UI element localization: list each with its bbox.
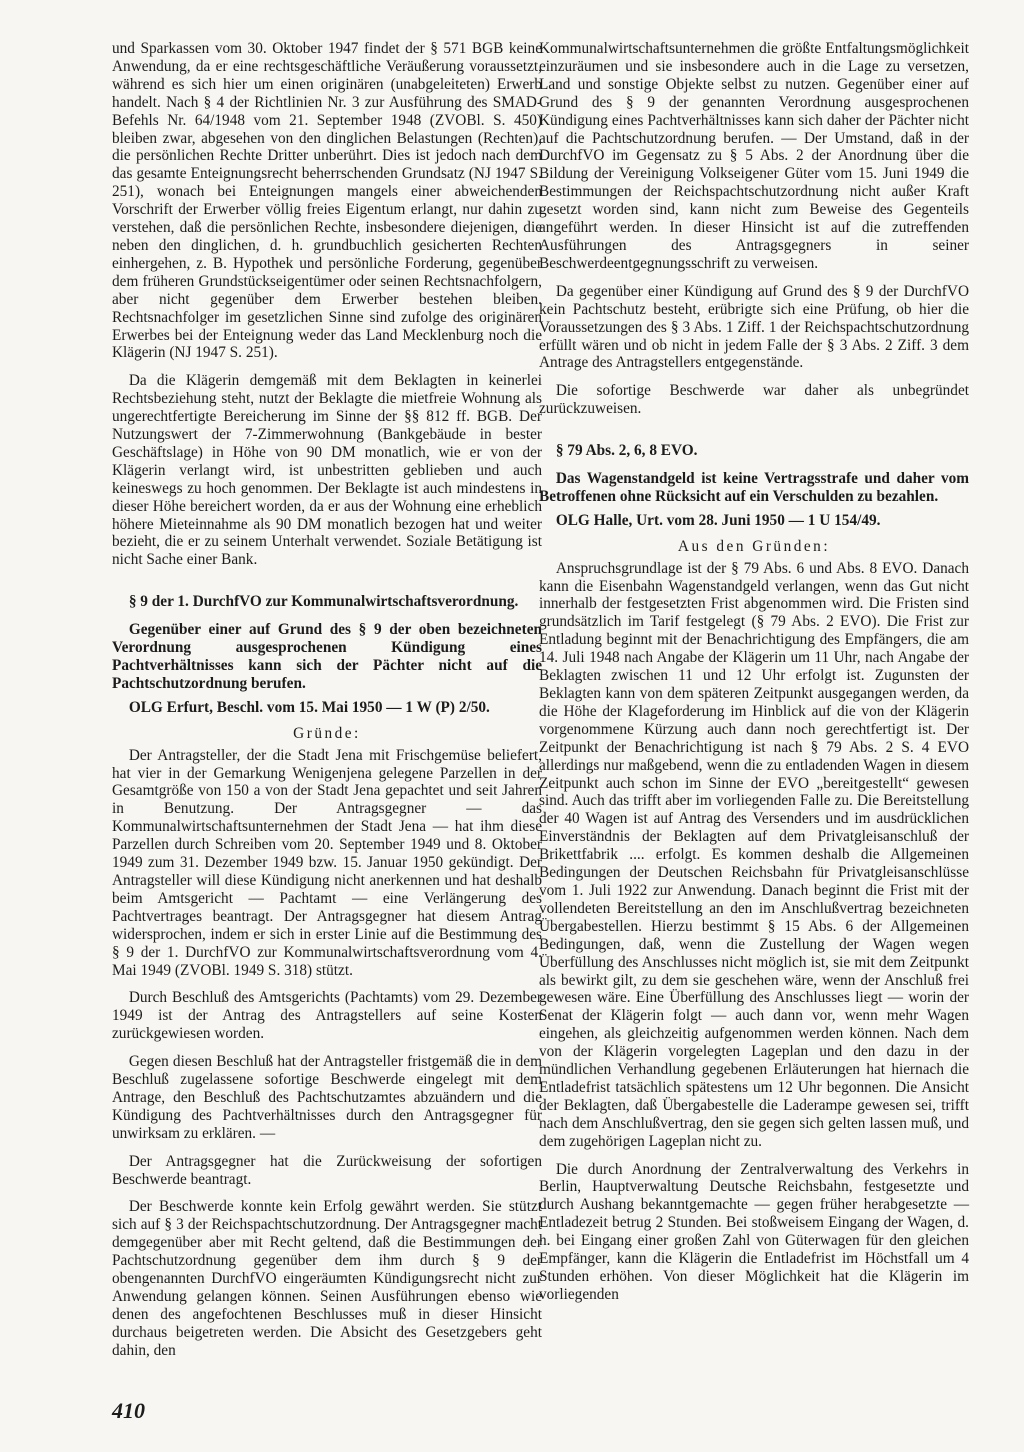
left-paragraph-5: Gegen diesen Beschluß hat der Antragsteller fristgemäß die in dem Beschluß zugelassene sofortige Beschwerde eingelegt mit dem Antrage, den Beschluß des Pachtschutzamtes abzuändern und die Kündigung des Pachtverhältnisses durch den Antragsgegner für unwirksam zu erklären. — xyxy=(112,1053,542,1142)
case-leitsatz: Gegenüber einer auf Grund des § 9 der oben bezeichneten Verordnung ausgesprochenen Kündigung eines Pachtverhältnisses kann sich der Pächter nicht auf die Pachtschutzordnung berufen. xyxy=(112,621,542,692)
right-paragraph-4: Anspruchsgrundlage ist der § 79 Abs. 6 und Abs. 8 EVO. Danach kann die Eisenbahn Wagenstandgeld verlangen, wenn das Gut nicht innerhalb der festgesetzten Frist abgenommen wird. Die Fristen sind grundsätzlich im Tarif festgelegt (§ 79 Abs. 2 EVO). Die Frist zur Entladung beginnt mit der Benachrichtigung des Empfängers, die am 14. Juli 1948 nach Angabe der Klägerin um 11 Uhr, nach Angabe der Beklagten zwischen 11 und 12 Uhr erfolgt ist. Zugunsten der Beklagten kann von dem späteren Zeitpunkt ausgegangen werden, da die Höhe der Klageforderung im Hinblick auf die von der Klägerin vorgenommene Kürzung auch dann noch gerechtfertigt ist. Der Zeitpunkt der Benachrichtigung ist nach § 79 Abs. 2 S. 4 EVO allerdings nur maßgebend, wenn die zu entladenden Wagen in diesem Zeitpunkt auch schon im Sinne der EVO „bereitgestellt“ gewesen sind. Auch das trifft aber im vorliegenden Falle zu. Die Bereitstellung der 40 Wagen ist auf Antrag des Versenders und im ausdrücklichen Einverständnis der Beklagten auf dem Privatgleisanschluß der Brikettfabrik .... erfolgt. Es kommen deshalb die Allgemeinen Bedingungen der Deutschen Reichsbahn für Privatgleisanschlüsse vom 1. Juli 1922 zur Anwendung. Danach beginnt die Frist mit der vollendeten Bereitstellung an den im Anschlußvertrag bezeichneten Übergabestellen. Hierzu bestimmt § 15 Abs. 6 der Allgemeinen Bedingungen, daß, wenn die Zustellung der Wagen wegen Überfüllung des Anschlusses nicht möglich ist, sie mit dem Zeitpunkt als bewirkt gilt, zu dem sie geschehen wäre, wenn der Anschluß frei gewesen wäre. Eine Überfüllung des Anschlusses liegt — worin der Senat der Klägerin folgt — auch dann vor, wenn mehr Wagen eingehen, als gleichzeitig aufgenommen werden können. Nach dem von der Klägerin vorgelegten Lageplan und den dazu in der mündlichen Verhandlung gegebenen Erläuterungen hat hiernach die Entladefrist tatsächlich spätestens um 12 Uhr begonnen. Die Ansicht der Beklagten, daß Übergabestelle die Laderampe gewesen sei, trifft nach dem Anschlußvertrag, den sie gegen sich gelten lassen muß, und dem zugehörigen Lageplan nicht zu. xyxy=(539,559,969,1150)
left-paragraph-6: Der Antragsgegner hat die Zurückweisung der sofortigen Beschwerde beantragt. xyxy=(112,1152,542,1188)
left-paragraph-4: Durch Beschluß des Amtsgerichts (Pachtamts) vom 29. Dezember 1949 ist der Antrag des Antragstellers auf seine Kosten zurückgewiesen worden. xyxy=(112,989,542,1043)
reasons-label: Aus den Gründen: xyxy=(677,537,831,555)
case-heading: § 9 der 1. DurchfVO zur Kommunalwirtschaftsverordnung. xyxy=(128,593,519,611)
case-court-citation: OLG Erfurt, Beschl. vom 15. Mai 1950 — 1 W (P) 2/50. xyxy=(128,698,490,716)
right-column xyxy=(539,40,969,1314)
right-paragraph-3: Die sofortige Beschwerde war daher als unbegründet zurückzuweisen. xyxy=(539,382,969,418)
right-paragraph-1: Kommunalwirtschaftsunternehmen die größte Entfaltungsmöglichkeit einzuräumen und sie insbesondere auch in die Lage zu versetzen, Land und sonstige Objekte selbst zu nutzen. Gegenüber einer auf Grund des § 9 der genannten Verordnung ausgesprochenen Kündigung eines Pachtverhältnisses kann sich daher der Pächter nicht auf die Pachtschutzordnung berufen. — Der Umstand, daß in der DurchfVO im Gegensatz zu § 5 Abs. 2 der Anordnung über die Bildung der Vereinigung Volkseigener Güter vom 15. Juni 1949 die Bestimmungen der Reichspachtschutzordnung nicht außer Kraft gesetzt worden sind, kann nicht zum Beweise des Gegenteils angeführt werden. In dieser Hinsicht ist auf die zutreffenden Ausführungen des Antragsgegners in seiner Beschwerdeentgegnungsschrift zu verweisen. xyxy=(539,40,969,272)
case-erfurt xyxy=(112,593,542,1359)
right-paragraph-5: Die durch Anordnung der Zentralverwaltung des Verkehrs in Berlin, Hauptverwaltung Deutsche Reichsbahn, festgesetzte und durch Aushang bekanntgemachte — gegen früher herabgesetzte — Entladezeit betrug 2 Stunden. Bei stoßweisem Eingang der Wagen, d. h. bei Eingang einer großen Zahl von Güterwagen für den gleichen Empfänger, kann die Klägerin die Entladefrist im Höchstfall um 4 Stunden erhöhen. Von dieser Möglichkeit hat die Klägerin im vorliegenden xyxy=(539,1160,969,1303)
right-paragraph-2: Da gegenüber einer Kündigung auf Grund des § 9 der DurchfVO kein Pachtschutz besteht, erübrigte sich eine Prüfung, ob hier die Voraussetzungen des § 3 Abs. 1 Ziff. 1 der Reichspachtschutzordnung erfüllt wären und ob nicht in jedem Falle der § 3 Abs. 2 Ziff. 3 dem Antrage des Antragstellers entgegenstände. xyxy=(539,282,969,372)
case-court-citation: OLG Halle, Urt. vom 28. Juni 1950 — 1 U 154/49. xyxy=(555,511,881,529)
case-heading: § 79 Abs. 2, 6, 8 EVO. xyxy=(555,442,698,460)
case-leitsatz: Das Wagenstandgeld ist keine Vertragsstrafe und daher vom Betroffenen ohne Rücksicht auf ein Verschulden zu bezahlen. xyxy=(539,470,969,505)
left-paragraph-2: Da die Klägerin demgemäß mit dem Beklagten in keinerlei Rechtsbeziehung steht, nutzt der Beklagte die mietfreie Wohnung als ungerechtfertigte Bereicherung im Sinne der §§ 812 ff. BGB. Der Nutzungswert der 7-Zimmerwohnung (Bankgebäude in bester Geschäftslage) in Höhe von 90 DM monatlich, wie er von der Klägerin verlangt wird, ist unbestritten geblieben und auch keineswegs zu hoch genommen. Der Beklagte ist auch mindestens in dieser Höhe bereichert worden, da er aus der Wohnung eine erheblich höhere Mieteinnahme als 90 DM monatlich bezogen hat und weiter bezieht, die er zu seinem Unterhalt verwendet. Soziale Betätigung ist nicht Sache einer Bank. xyxy=(112,372,542,569)
reasons-label: Gründe: xyxy=(293,724,361,742)
left-column xyxy=(112,40,542,1370)
left-paragraph-7: Der Beschwerde konnte kein Erfolg gewährt werden. Sie stützt sich auf § 3 der Reichspachtschutzordnung. Der Antragsgegner macht demgegenüber aber mit Recht geltend, daß die Bestimmungen der Pachtschutzordnung gegenüber dem ihm durch § 9 der obengenannten DurchfVO eingeräumten Kündigungsrecht nicht zur Anwendung gelangen können. Seinen Ausführungen ebenso wie denen des angefochtenen Beschlusses muß in dieser Hinsicht durchaus beigetreten werden. Die Absicht des Gesetzgebers geht dahin, den xyxy=(112,1198,542,1359)
case-halle xyxy=(539,442,969,1304)
left-paragraph-3: Der Antragsteller, der die Stadt Jena mit Frischgemüse beliefert, hat vier in der Gemarkung Wenigenjena gelegene Parzellen in der Gesamtgröße von 150 a von der Stadt Jena gepachtet und seit Jahren in Benutzung. Der Antragsgegner — das Kommunalwirtschaftsunternehmen der Stadt Jena — hat ihm diese Parzellen durch Schreiben vom 20. September 1949 und 8. Oktober 1949 zum 31. Dezember 1949 bzw. 15. Januar 1950 gekündigt. Der Antragsteller will diese Kündigung nicht anerkennen und hat deshalb beim Amtsgericht — Pachtamt — eine Verlängerung des Pachtvertrages beantragt. Der Antragsgegner hat diesem Antrag widersprochen, indem er sich in erster Linie auf die Bestimmung des § 9 der 1. DurchfVO zur Kommunalwirtschaftsverordnung vom 4. Mai 1949 (ZVOBl. 1949 S. 318) stützt. xyxy=(112,746,542,979)
left-paragraph-1: und Sparkassen vom 30. Oktober 1947 findet der § 571 BGB keine Anwendung, da er eine rechtsgeschäftliche Veräußerung voraussetzt, während es sich hier um einen originären (unabgeleiteten) Erwerb handelt. Nach § 4 der Richtlinien Nr. 3 zur Ausführung des SMAD-Befehls Nr. 64/1948 vom 21. September 1948 (ZVOBl. S. 450) bleiben zwar, abgesehen von den dinglichen Belastungen (Rechten), die persönlichen Rechte Dritter unberührt. Dies ist jedoch nach dem das gesamte Enteignungsrecht beherrschenden Grundsatz (NJ 1947 S. 251), wonach bei Enteignungen mangels einer abweichenden Vorschrift der Erwerber völlig freies Eigentum erlangt, nur dahin zu verstehen, daß die persönlichen Rechte, insbesondere diejenigen, die neben den dinglichen, d. h. grundbuchlich gesicherten Rechten einhergehen, z. B. Hypothek und persönliche Forderung, gegenüber dem früheren Grundstückseigentümer oder seinen Rechtsnachfolgern, aber nicht gegenüber dem Erwerber bestehen bleiben. Rechtsnachfolger im gesetzlichen Sinne sind zufolge des originären Erwerbes bei der Enteignung weder das Land Mecklenburg noch die Klägerin (NJ 1947 S. 251). xyxy=(112,40,542,362)
page-number: 410 xyxy=(112,1398,145,1423)
